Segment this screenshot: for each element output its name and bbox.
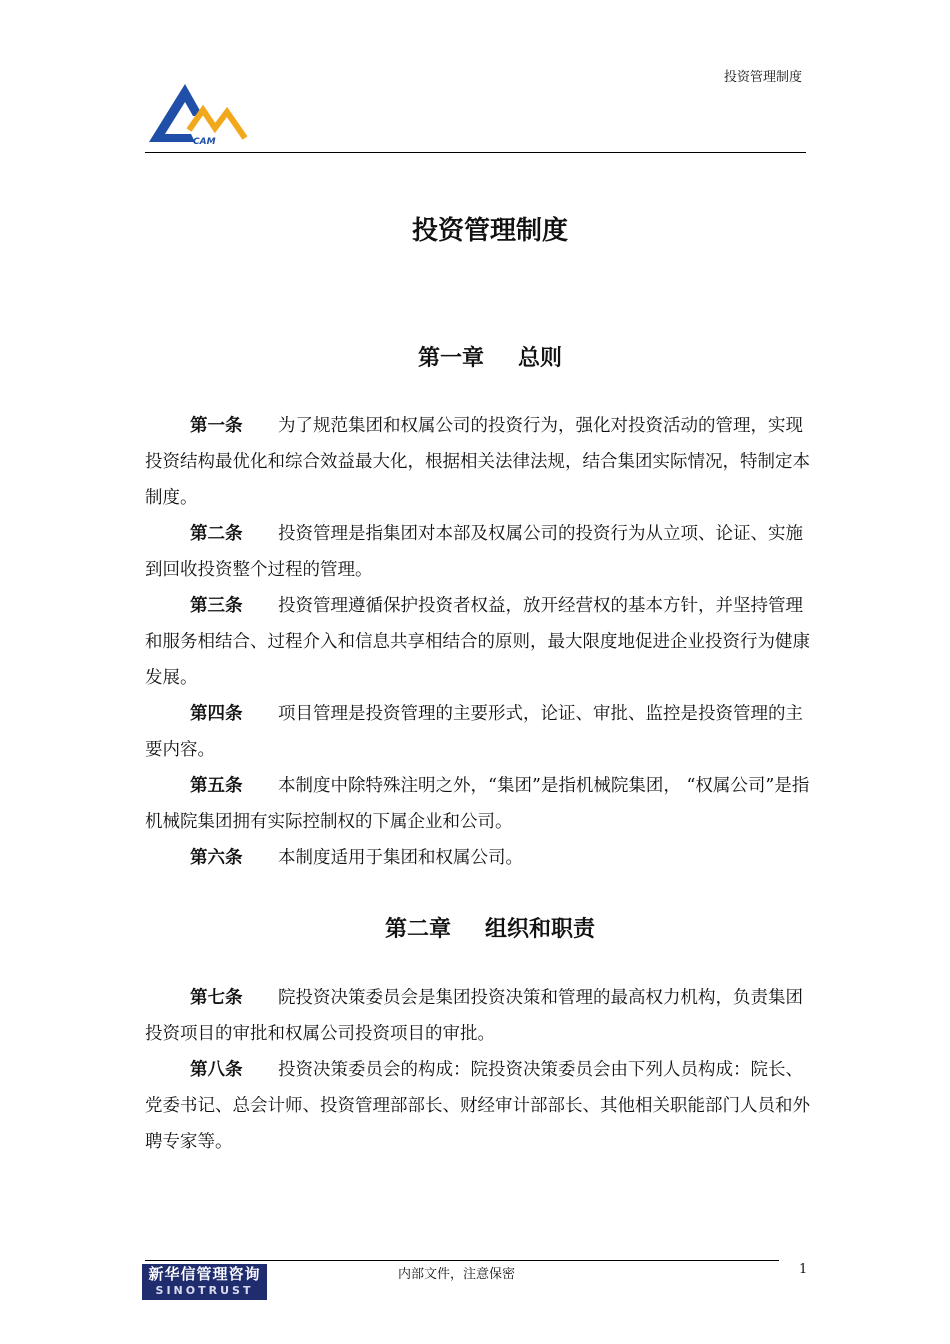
article-label: 第四条: [190, 704, 243, 724]
article-label: 第二条: [190, 524, 243, 544]
cam-logo: [145, 80, 255, 146]
article-label: 第六条: [190, 848, 243, 868]
article-label: 第五条: [190, 776, 243, 796]
article: [145, 588, 811, 696]
article-text: 项目管理是投资管理的主要形式，论证、审批、监控是投资管理的主要内容。: [145, 704, 803, 760]
footer-logo-en: SINOTRUST: [155, 1284, 254, 1297]
document-title: 投资管理制度: [411, 216, 568, 246]
chapter-heading: [0, 341, 950, 372]
logo-text: CAM: [193, 137, 216, 146]
article-label: 第八条: [190, 1060, 243, 1080]
article: [145, 980, 811, 1052]
article: [145, 840, 811, 876]
chapter-name: 组织和职责: [485, 917, 596, 942]
chapter-name: 总则: [518, 346, 563, 371]
header-divider: [145, 152, 806, 153]
article-text: 本制度适用于集团和权属公司。: [278, 848, 523, 868]
footer-divider: [145, 1260, 779, 1261]
article-text: 投资管理遵循保护投资者权益，放开经营权的基本方针，并坚持管理和服务相结合、过程介入和信息共享相结合的原则，最大限度地促进企业投资行为健康发展。: [145, 596, 810, 688]
sinotrust-logo: [142, 1264, 267, 1300]
footer-logo-cn: 新华信管理咨询: [148, 1265, 261, 1283]
article-text: 投资决策委员会的构成：院投资决策委员会由下列人员构成：院长、党委书记、总会计师、投资管理部部长、财经审计部部长、其他相关职能部门人员和外聘专家等。: [145, 1060, 810, 1152]
confidential-notice: 内部文件，注意保密: [398, 1267, 516, 1282]
article-text: 为了规范集团和权属公司的投资行为，强化对投资活动的管理，实现投资结构最优化和综合效益最大化，根据相关法律法规，结合集团实际情况，特制定本制度。: [145, 416, 810, 508]
page-number: 1: [799, 1262, 808, 1277]
article-label: 第三条: [190, 596, 243, 616]
article-text: 投资管理是指集团对本部及权属公司的投资行为从立项、论证、实施到回收投资整个过程的管理。: [145, 524, 803, 580]
article-label: 第一条: [190, 416, 243, 436]
chapter-1-body: [145, 408, 811, 876]
article: [145, 1052, 811, 1160]
article-text: 院投资决策委员会是集团投资决策和管理的最高权力机构，负责集团投资项目的审批和权属公司投资项目的审批。: [145, 988, 803, 1044]
chapter-2-body: [145, 980, 811, 1160]
chapter-number: 第二章: [384, 917, 451, 942]
chapter-heading: [0, 912, 950, 943]
chapter-number: 第一章: [417, 346, 484, 371]
article: [145, 696, 811, 768]
article: [145, 768, 811, 840]
article: [145, 516, 811, 588]
header-title: 投资管理制度: [723, 70, 802, 85]
article: [145, 408, 811, 516]
article-text: 本制度中除特殊注明之外，“集团”是指机械院集团， “权属公司”是指机械院集团拥有实际控制权的下属企业和公司。: [145, 776, 810, 832]
article-label: 第七条: [190, 988, 243, 1008]
